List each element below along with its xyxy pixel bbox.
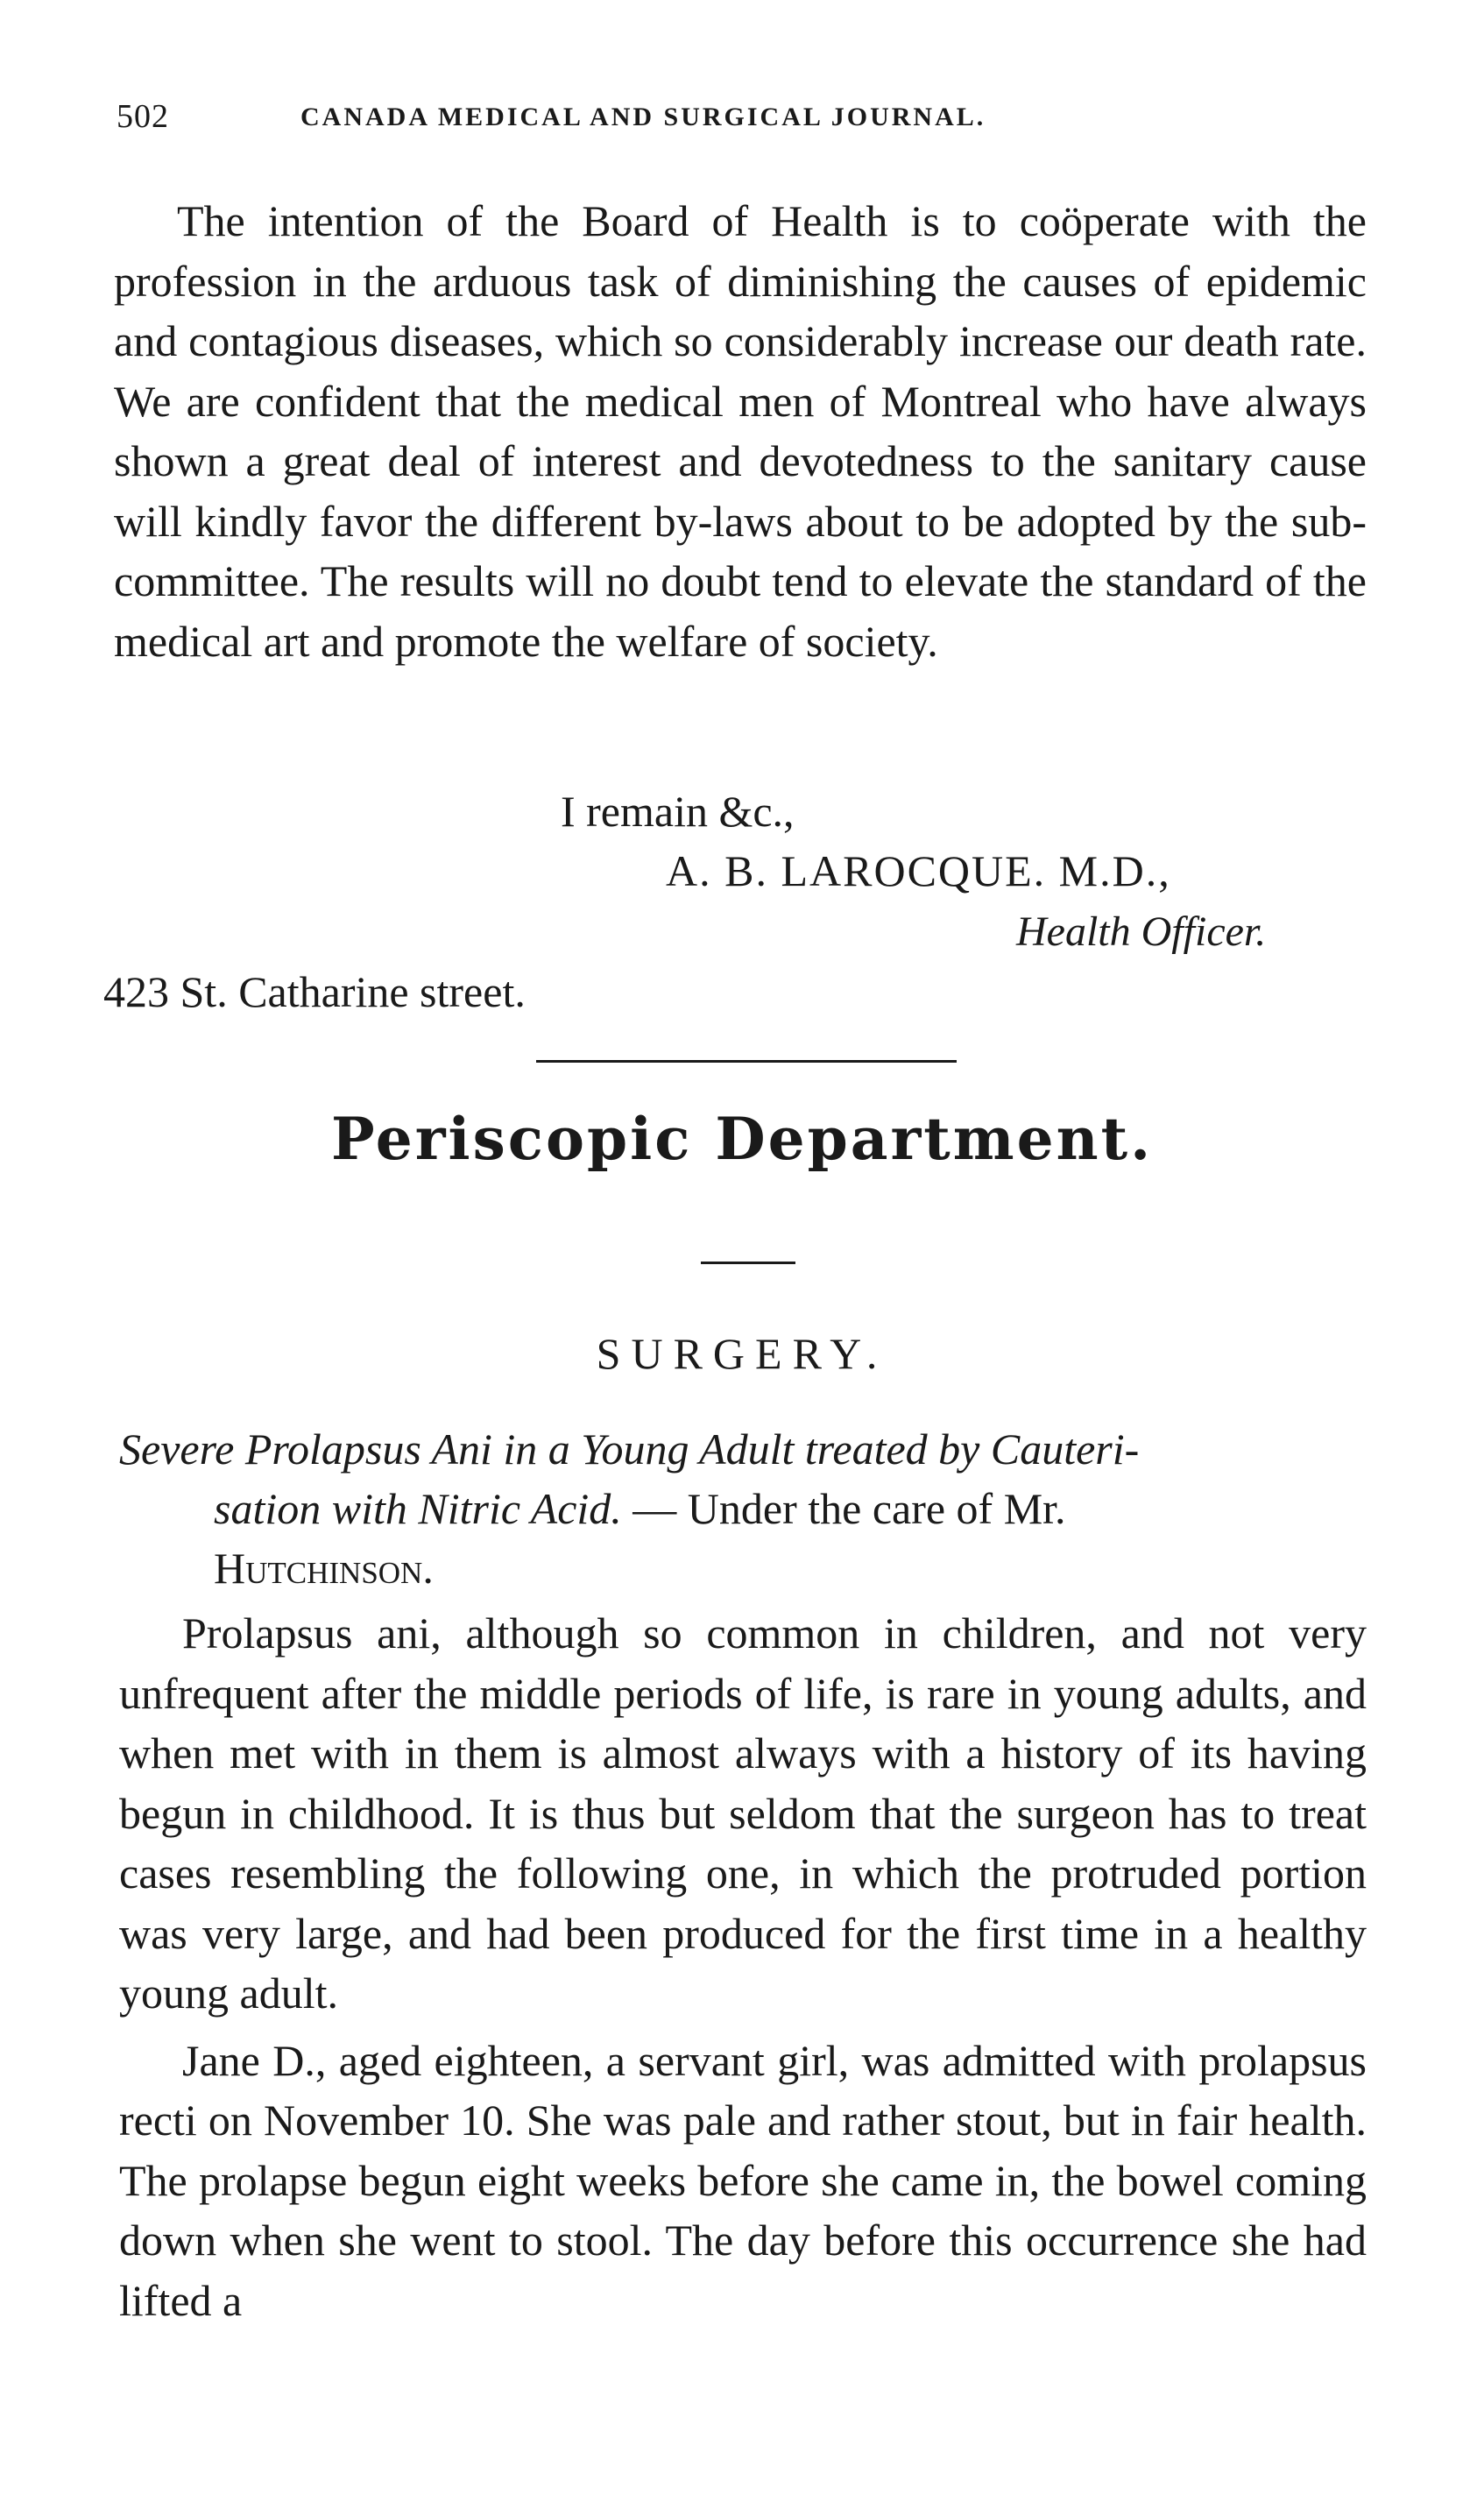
article-title: [119, 1419, 1363, 1598]
article-body: [119, 1603, 1367, 2337]
article-title-line: Severe Prolapsus Ani in a Young Adult treated by Cauteri-: [119, 1424, 1140, 1474]
heading-divider: [701, 1262, 795, 1264]
page-number: 502: [117, 98, 169, 135]
letter-paragraph: The intention of the Board of Health is to coöperate with the profession in the arduous task of diminishing the causes of epidemic and contagious diseases, which so considerably increase our death rate. We are confident that the medical men of Montreal who have always shown a great deal of interest and devotedness to the sanitary cause will kindly favor the different by-laws about to be adopted by the sub-committee. The results will no doubt tend to elevate the standard of the medical art and promote the welfare of society.: [114, 196, 1367, 666]
running-head: [117, 95, 1360, 139]
article-paragraph: Jane D., aged eighteen, a servant girl, was admitted with prolapsus recti on November 10. She was pale and rather stout, but in fair health. The prolapse begun eight weeks before she came in, the bowel coming down when she went to stool. The day before this occurrence she had lifted a: [119, 2035, 1367, 2325]
signature-title: Health Officer.: [1016, 908, 1267, 955]
section-divider: [536, 1060, 957, 1063]
letter-body: [114, 191, 1367, 671]
article-title-italic: sation with Nitric Acid.: [214, 1484, 622, 1533]
subsection-heading: SURGERY.: [596, 1329, 888, 1378]
surgeon-name: Hutchinson.: [214, 1544, 434, 1593]
article-title-continuation: [119, 1479, 1363, 1538]
article-paragraph: Prolapsus ani, although so common in children, and not very unfrequent after the middle periods of life, is rare in young adults, and when met with in them is almost always with a history of its having begun in childhood. It is thus but seldom that the surgeon has to treat cases resembling the following one, in which the protruded portion was very large, and had been produced for the first time in a healthy young adult.: [119, 1608, 1367, 2018]
article-attribution: — Under the care of Mr.: [621, 1484, 1066, 1533]
letter-closing: I remain &c.,: [561, 787, 795, 836]
letter-signature: A. B. LAROCQUE. M.D.,: [666, 846, 1171, 895]
department-heading: Periscopic Department.: [330, 1105, 1154, 1173]
journal-title: CANADA MEDICAL AND SURGICAL JOURNAL.: [300, 102, 986, 131]
letter-address: 423 St. Catharine street.: [103, 967, 526, 1016]
